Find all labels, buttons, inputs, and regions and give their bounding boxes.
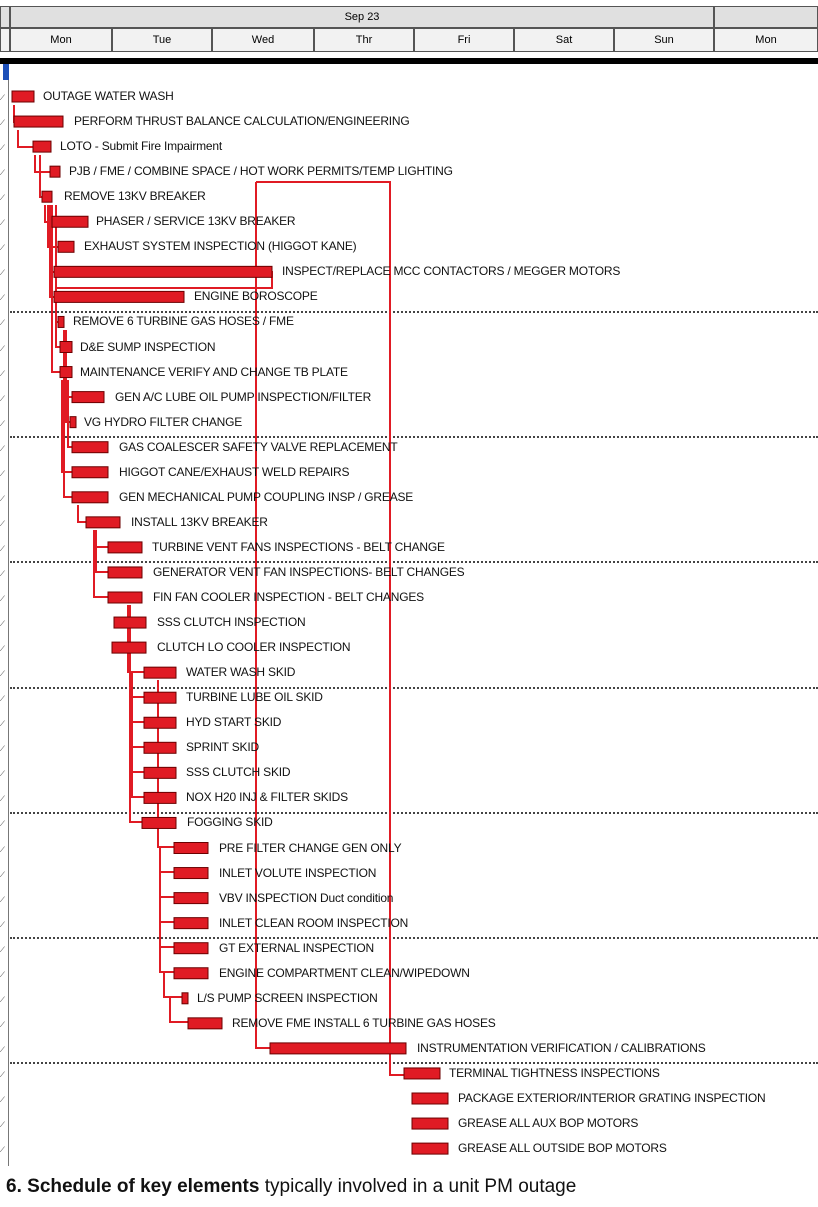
row-indicator-mark: ∕: [2, 318, 4, 328]
row-indicator-mark: ∕: [2, 869, 4, 879]
task-label: PHASER / SERVICE 13KV BREAKER: [96, 214, 296, 229]
task-label: ENGINE BOROSCOPE: [194, 289, 318, 304]
figure-caption: [6, 1176, 576, 1198]
task-bar: [72, 467, 108, 478]
task-bar: [108, 567, 142, 578]
task-label: TURBINE VENT FANS INSPECTIONS - BELT CHANGE: [152, 539, 445, 554]
task-label: INSTRUMENTATION VERIFICATION / CALIBRATIONS: [417, 1040, 706, 1055]
task-bar: [412, 1093, 448, 1104]
row-indicator-mark: ∕: [2, 268, 4, 278]
task-label: MAINTENANCE VERIFY AND CHANGE TB PLATE: [80, 364, 348, 379]
task-label: TURBINE LUBE OIL SKID: [186, 690, 323, 705]
task-bar: [174, 918, 208, 929]
row-indicator-mark: ∕: [2, 143, 4, 153]
task-label: SSS CLUTCH SKID: [186, 765, 291, 780]
row-indicator-mark: ∕: [2, 669, 4, 679]
task-label: CLUTCH LO COOLER INSPECTION: [157, 640, 351, 655]
day-header-sun: Sun: [614, 28, 714, 52]
task-bar: [12, 91, 34, 102]
row-indicator-mark: ∕: [2, 343, 4, 353]
task-bar: [114, 617, 146, 628]
row-indicator-mark: ∕: [2, 93, 4, 102]
task-bar: [108, 542, 142, 553]
row-indicator-mark: ∕: [2, 894, 4, 904]
task-bar: [144, 767, 176, 778]
dependency-link: [132, 672, 144, 697]
row-indicator-mark: ∕: [2, 744, 4, 754]
task-bar: [70, 417, 76, 428]
day-header-mon-next: Mon: [714, 28, 818, 52]
task-bar: [72, 492, 108, 503]
task-label: PJB / FME / COMBINE SPACE / HOT WORK PERMITS/TEMP LIGHTING: [69, 164, 453, 179]
day-header-mon: Mon: [10, 28, 112, 52]
task-bar: [54, 266, 272, 277]
row-indicator-mark: ∕: [2, 1044, 4, 1054]
day-header-tue: Tue: [112, 28, 212, 52]
dependency-link: [35, 155, 50, 172]
row-indicator-mark: ∕: [2, 969, 4, 979]
task-bar: [33, 141, 51, 152]
dependency-link: [132, 722, 144, 747]
row-indicator-mark: ∕: [2, 1120, 4, 1130]
row-indicator-mark: ∕: [2, 644, 4, 654]
task-bar: [112, 642, 146, 653]
dependency-link: [96, 530, 108, 572]
task-label: VBV INSPECTION Duct condition: [219, 890, 394, 905]
task-label: INLET CLEAN ROOM INSPECTION: [219, 915, 409, 930]
task-bar: [144, 717, 176, 728]
day-header-sat: Sat: [514, 28, 614, 52]
dependency-link: [132, 772, 144, 797]
row-indicator-mark: ∕: [2, 168, 4, 178]
task-label: SPRINT SKID: [186, 740, 259, 755]
task-bar: [174, 843, 208, 854]
task-label: GENERATOR VENT FAN INSPECTIONS- BELT CHANGES: [153, 564, 465, 579]
task-label: L/S PUMP SCREEN INSPECTION: [197, 990, 378, 1005]
task-bar: [174, 893, 208, 904]
task-label: TERMINAL TIGHTNESS INSPECTIONS: [449, 1065, 660, 1080]
row-indicator-mark: ∕: [2, 919, 4, 929]
task-bar: [174, 968, 208, 979]
task-label: PACKAGE EXTERIOR/INTERIOR GRATING INSPECTION: [458, 1091, 766, 1105]
task-label: INSTALL 13KV BREAKER: [131, 514, 268, 529]
row-indicator-mark: ∕: [2, 794, 4, 804]
row-indicator-mark: ∕: [2, 619, 4, 629]
row-indicator-mark: ∕: [2, 944, 4, 954]
task-bar: [142, 817, 176, 828]
task-bar: [108, 592, 142, 603]
task-label: FIN FAN COOLER INSPECTION - BELT CHANGES: [153, 590, 424, 604]
row-indicator-mark: ∕: [2, 243, 4, 253]
row-indicator-mark: ∕: [2, 719, 4, 729]
task-bar: [60, 367, 72, 378]
row-indicator-mark: ∕: [2, 1145, 4, 1155]
row-indicator-mark: ∕: [2, 368, 4, 378]
task-label: GREASE ALL OUTSIDE BOP MOTORS: [458, 1141, 667, 1156]
dependency-link: [160, 947, 174, 972]
row-indicator-mark: ∕: [2, 443, 4, 453]
row-indicator-mark: ∕: [2, 218, 4, 228]
task-label: INLET VOLUTE INSPECTION: [219, 865, 377, 880]
row-indicator-mark: ∕: [2, 418, 4, 428]
task-label: GEN A/C LUBE OIL PUMP INSPECTION/FILTER: [115, 389, 372, 404]
timescale-week-label: Sep 23: [10, 6, 714, 28]
row-indicator-mark: ∕: [2, 1069, 4, 1079]
caption-rest: typically involved in a unit PM outage: [264, 1176, 577, 1197]
row-indicator-mark: ∕: [2, 293, 4, 303]
dependency-link: [160, 847, 174, 872]
task-label: ENGINE COMPARTMENT CLEAN/WIPEDOWN: [219, 965, 470, 980]
task-bar: [188, 1018, 222, 1029]
caption-number: 6.: [6, 1176, 22, 1197]
task-bar: [144, 667, 176, 678]
row-indicator-mark: ∕: [2, 518, 4, 528]
task-label: FOGGING SKID: [187, 815, 273, 830]
task-bar: [52, 216, 88, 227]
task-label: PERFORM THRUST BALANCE CALCULATION/ENGINEERING: [74, 114, 410, 129]
task-bar: [50, 166, 60, 177]
row-indicator-mark: ∕: [2, 493, 4, 503]
task-bar: [86, 517, 120, 528]
dependency-link: [132, 697, 144, 722]
day-header-fri: Fri: [414, 28, 514, 52]
row-indicator-mark: ∕: [2, 193, 4, 203]
task-label: SSS CLUTCH INSPECTION: [157, 615, 306, 630]
task-bar: [42, 191, 52, 202]
task-label: D&E SUMP INSPECTION: [80, 339, 216, 354]
task-bar: [174, 868, 208, 879]
task-label: GT EXTERNAL INSPECTION: [219, 940, 374, 955]
dependency-link: [160, 897, 174, 922]
task-bar: [412, 1118, 448, 1129]
row-indicator-mark: ∕: [2, 568, 4, 578]
task-bar: [60, 342, 72, 353]
row-indicator-mark: ∕: [2, 543, 4, 553]
caption-bold: Schedule of key elements: [27, 1176, 260, 1197]
task-bar: [58, 316, 64, 327]
day-header-wed: Wed: [212, 28, 314, 52]
task-bar: [72, 392, 104, 403]
dependency-link: [132, 747, 144, 772]
task-bar: [404, 1068, 440, 1079]
task-label: GREASE ALL AUX BOP MOTORS: [458, 1116, 639, 1131]
row-indicator-mark: ∕: [2, 994, 4, 1004]
task-bar: [72, 442, 108, 453]
row-indicator-mark: ∕: [2, 594, 4, 603]
task-label: WATER WASH SKID: [186, 665, 296, 680]
row-indicator-mark: ∕: [2, 769, 4, 779]
row-indicator-mark: ∕: [2, 1095, 4, 1104]
task-bar: [270, 1043, 406, 1054]
task-label: INSPECT/REPLACE MCC CONTACTORS / MEGGER MOTORS: [282, 264, 621, 279]
task-bar: [412, 1143, 448, 1154]
row-indicator-mark: ∕: [2, 118, 4, 128]
task-label: GAS COALESCER SAFETY VALVE REPLACEMENT: [119, 439, 398, 454]
task-bar: [144, 692, 176, 703]
row-indicator-mark: ∕: [2, 1019, 4, 1029]
task-label: GEN MECHANICAL PUMP COUPLING INSP / GREASE: [119, 489, 414, 504]
dependency-link: [18, 130, 33, 147]
task-label: HYD START SKID: [186, 715, 282, 730]
task-label: EXHAUST SYSTEM INSPECTION (HIGGOT KANE): [84, 239, 357, 254]
row-indicator-mark: ∕: [2, 694, 4, 704]
dependency-link: [68, 380, 72, 447]
day-header-thr: Thr: [314, 28, 414, 52]
task-bar: [174, 943, 208, 954]
task-bar: [182, 993, 188, 1004]
task-bar: [58, 241, 74, 252]
task-label: OUTAGE WATER WASH: [43, 89, 174, 103]
row-indicator-mark: ∕: [2, 819, 4, 829]
task-bar: [14, 116, 63, 127]
task-label: HIGGOT CANE/EXHAUST WELD REPAIRS: [119, 464, 350, 479]
dependency-link: [160, 922, 174, 947]
row-indicator-mark: ∕: [2, 468, 4, 478]
task-bar: [54, 291, 184, 302]
task-label: VG HYDRO FILTER CHANGE: [84, 414, 243, 429]
dependency-link: [160, 872, 174, 897]
task-label: LOTO - Submit Fire Impairment: [60, 139, 223, 154]
dependency-link: [78, 505, 86, 522]
task-label: REMOVE 6 TURBINE GAS HOSES / FME: [73, 314, 294, 329]
row-indicator-mark: ∕: [2, 393, 4, 403]
row-indicator-mark: ∕: [2, 844, 4, 854]
task-bar: [144, 792, 176, 803]
task-label: NOX H20 INJ & FILTER SKIDS: [186, 790, 348, 805]
task-label: REMOVE 13KV BREAKER: [64, 189, 206, 204]
task-bar: [144, 742, 176, 753]
task-label: PRE FILTER CHANGE GEN ONLY: [219, 840, 402, 855]
task-label: REMOVE FME INSTALL 6 TURBINE GAS HOSES: [232, 1015, 496, 1030]
